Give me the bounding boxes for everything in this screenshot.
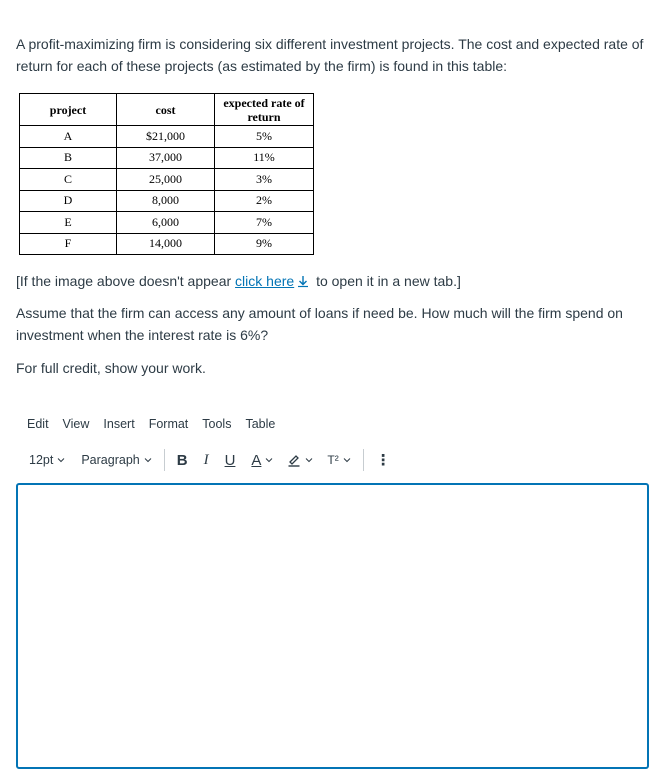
- header-project: project: [20, 94, 117, 126]
- highlight-button[interactable]: [287, 453, 313, 467]
- question-body: [16, 33, 648, 379]
- rich-text-editor-area[interactable]: [16, 483, 649, 769]
- chevron-down-icon: [305, 456, 313, 464]
- cell-project: E: [20, 212, 117, 234]
- cell-cost: 37,000: [117, 147, 215, 169]
- cell-rate: 9%: [215, 233, 314, 255]
- text-color-button[interactable]: [251, 452, 273, 469]
- chevron-down-icon: [343, 456, 351, 464]
- link-suffix: to open it in a new tab.]: [312, 273, 461, 289]
- chevron-down-icon: [265, 456, 273, 464]
- editor-menubar: [27, 417, 289, 431]
- cell-rate: 7%: [215, 212, 314, 234]
- cell-rate: 3%: [215, 169, 314, 191]
- link-prefix: [If the image above doesn't appear: [16, 273, 236, 289]
- font-size-select[interactable]: [29, 453, 65, 467]
- underline-button[interactable]: U: [224, 451, 236, 469]
- table-row: [20, 212, 314, 234]
- cell-rate: 11%: [215, 147, 314, 169]
- cell-project: A: [20, 126, 117, 148]
- chevron-down-icon: [57, 456, 65, 464]
- toolbar-divider: [363, 449, 364, 471]
- chevron-down-icon: [144, 456, 152, 464]
- projects-table: [19, 93, 314, 255]
- download-arrow-icon: [296, 272, 310, 286]
- superscript-button[interactable]: [327, 453, 350, 467]
- credit-note: For full credit, show your work.: [16, 360, 206, 376]
- cell-cost: 14,000: [117, 233, 215, 255]
- cell-cost: 6,000: [117, 212, 215, 234]
- bold-button[interactable]: B: [176, 451, 188, 469]
- projects-table-wrapper: [19, 93, 648, 255]
- cell-project: F: [20, 233, 117, 255]
- cell-rate: 2%: [215, 190, 314, 212]
- more-options-button[interactable]: ⋮: [375, 452, 391, 469]
- table-row: [20, 147, 314, 169]
- cell-project: C: [20, 169, 117, 191]
- italic-button[interactable]: I: [203, 451, 209, 468]
- cell-cost: $21,000: [117, 126, 215, 148]
- table-row: [20, 169, 314, 191]
- cell-project: D: [20, 190, 117, 212]
- image-fallback-note: [16, 270, 648, 292]
- editor-toolbar: [29, 449, 391, 471]
- table-row: [20, 190, 314, 212]
- menu-format[interactable]: Format: [148, 417, 189, 431]
- block-format-value: Paragraph: [81, 453, 140, 467]
- menu-edit[interactable]: Edit: [27, 417, 49, 431]
- header-cost: cost: [117, 94, 215, 126]
- superscript-icon: T²: [327, 453, 339, 467]
- link-label: click here: [235, 273, 295, 289]
- table-header-row: [20, 94, 314, 126]
- block-format-select[interactable]: [81, 453, 151, 467]
- menu-table[interactable]: Table: [245, 417, 276, 431]
- cell-project: B: [20, 147, 117, 169]
- question-prompt: Assume that the firm can access any amount of loans if need be. How much will the firm spend on investment when the interest rate is 6%?: [16, 305, 623, 343]
- header-expected-rate: expected rate of return: [215, 94, 314, 126]
- toolbar-divider: [164, 449, 165, 471]
- table-row: [20, 126, 314, 148]
- cell-cost: 25,000: [117, 169, 215, 191]
- open-image-link[interactable]: [235, 273, 312, 289]
- cell-cost: 8,000: [117, 190, 215, 212]
- font-size-value: 12pt: [29, 453, 54, 467]
- menu-insert[interactable]: Insert: [103, 417, 135, 431]
- question-intro: A profit-maximizing firm is considering six different investment projects. The cost and expected rate of return for each of these projects (as estimated by the firm) is found in this table:: [16, 36, 644, 74]
- cell-rate: 5%: [215, 126, 314, 148]
- text-color-icon: A: [251, 451, 262, 469]
- table-row: [20, 233, 314, 255]
- menu-view[interactable]: View: [62, 417, 90, 431]
- highlighter-icon: [287, 453, 301, 467]
- menu-tools[interactable]: Tools: [202, 417, 232, 431]
